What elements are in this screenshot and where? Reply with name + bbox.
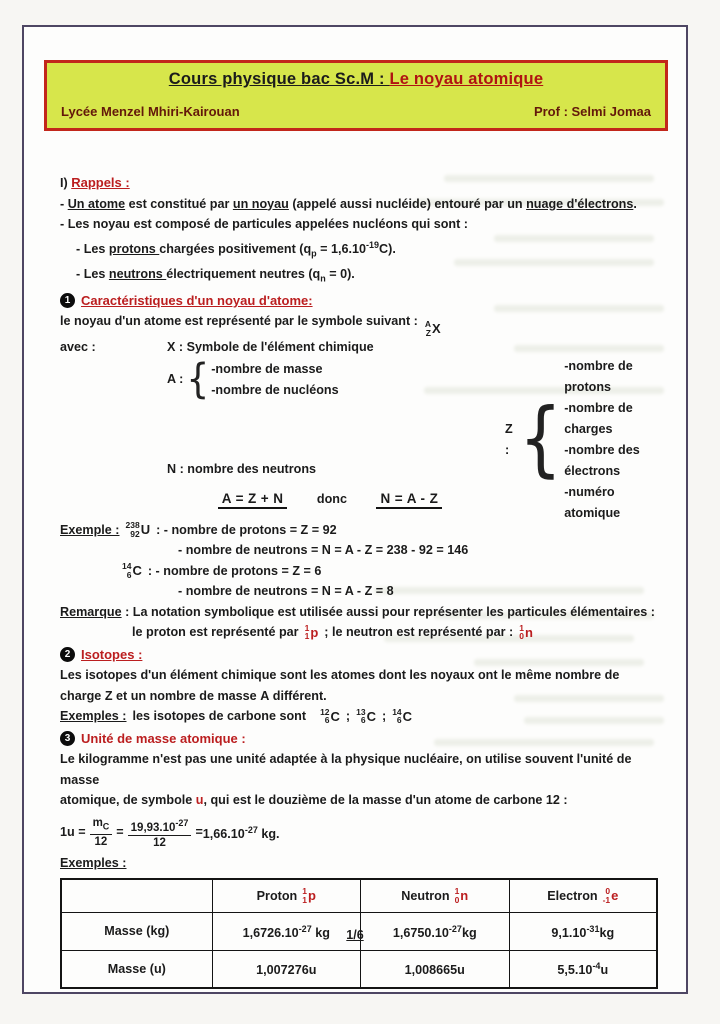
z-label: Z : (505, 422, 513, 457)
proton-header: Proton 1 1 p (212, 879, 360, 912)
unite-body-line2: atomique, de symbole u, qui est le douzième de la masse d'un atome de carbone 12 : (60, 793, 568, 808)
z-item: -nombre des électrons (564, 442, 640, 478)
z-item: -nombre de protons (564, 358, 633, 394)
electron-mass-u: $5,5.10^{-4}u$ (509, 950, 657, 988)
section1-title: Caractéristiques d'un noyau d'atome: (81, 292, 313, 308)
neutron-mass-u: 1,008665u (360, 950, 509, 988)
remarque-line: Remarque : La notation symbolique est utilisée aussi pour représenter les particules élémentaires : (60, 604, 655, 619)
avec-row (60, 337, 660, 358)
nuclide-AZX: A Z X (424, 319, 441, 338)
table-row-masse-u (61, 950, 657, 988)
neutron-header: Neutron 1 0 n (360, 879, 509, 912)
nuclide-carbone-14b: 14 6 C (392, 706, 413, 726)
row-label: Masse (u) (61, 950, 212, 988)
nuclide-uranium-238: 238 92 U (125, 520, 151, 539)
section3-heading (60, 729, 660, 750)
exemple-carbone-neutrons: - nombre de neutrons = N = A - Z = 8 (178, 584, 394, 599)
exemple-label: Exemple : (60, 522, 120, 537)
row-label: Masse (kg) (61, 912, 212, 950)
nuclide-carbone-13: 13 6 C (356, 706, 376, 726)
z-brace: { (518, 391, 563, 487)
page-number: 1/6 (346, 928, 364, 942)
section1-number-badge: 1 (60, 293, 75, 308)
exemples-table-label: Exemples : (60, 855, 127, 870)
a-item: -nombre de masse (211, 361, 323, 376)
fraction-1993-12: $\frac{19,93.10^{-27}}{12}$ (128, 817, 192, 849)
unite-body-line1: Le kilogramme n'est pas une unité adaptée à la physique nucléaire, on utilise souvent l'unité de masse (60, 752, 632, 787)
rappels-line-protons: - Les protons chargées positivement $(q_p = 1,6.10^{-19}C)$. (76, 239, 396, 259)
section3-number-badge: 3 (60, 731, 75, 746)
symbole-u: u (195, 793, 204, 808)
z-item: -numéro atomique (564, 484, 621, 520)
a-brace: { (186, 355, 210, 403)
rappels-line-neutrons: - Les neutrons électriquement neutres $(q_n = 0)$. (76, 266, 355, 284)
section1-heading (60, 291, 660, 312)
section3-title: Unité de masse atomique : (81, 730, 246, 746)
masse-atomique-formula: 1u = $\frac{m_C}{12}$ = $\frac{19,93.10^{-27}}{12}$ = $1,66.10^{-27}$ kg. (60, 817, 280, 849)
z-item: -nombre de charges (564, 400, 633, 436)
exemple-uranium-neutrons: - nombre de neutrons = N = A - Z = 238 - 92 = 146 (178, 543, 469, 558)
nuclide-carbone-12: 12 6 C (320, 706, 340, 726)
course-title-black: Cours physique bac Sc.M : (168, 70, 390, 88)
course-body (60, 173, 660, 989)
symbol-intro-line: le noyau d'un atome est représenté par le symbole suivant : A Z X (60, 314, 441, 338)
section2-number-badge: 2 (60, 647, 75, 662)
school-name: Lycée Menzel Mhiri-Kairouan (61, 104, 240, 119)
document-page (22, 25, 688, 994)
remarque-particules-line: le proton est représenté par 1 1 p ; le neutron est représenté par : 1 0 n (132, 622, 533, 642)
n-definition: N : nombre des neutrons (167, 461, 317, 476)
z-definition-group (505, 356, 660, 524)
formula-result: $1,66.10^{-27}$ kg. (202, 825, 280, 842)
exemple-carbone-line: 14 6 C : - nombre de protons = Z = 6 (122, 561, 322, 580)
remarque-label: Remarque (60, 604, 122, 619)
nuclide-proton: 1 1 p (304, 622, 319, 642)
electron-header: Electron 0 -1 e (509, 879, 657, 912)
professor-name: Prof : Selmi Jomaa (533, 104, 651, 119)
section2-title: Isotopes : (81, 646, 143, 662)
a-label: A : (167, 372, 184, 387)
fraction-mc-12: $\frac{m_C}{12}$ (90, 817, 113, 847)
exemple-uranium-line: Exemple : 238 92 U : - nombre de protons = Z = 92 (60, 520, 337, 539)
isotopes-definition: Les isotopes d'un élément chimique sont les atomes dont les noyaux ont le même nombre de charge Z et un nombre de masse A différent. (60, 668, 620, 703)
empty-header-cell (61, 879, 212, 912)
rappels-line-noyau: - Les noyau est composé de particules appelées nucléons qui sont : (60, 217, 468, 231)
proton-mass-u: 1,007276u (212, 950, 360, 988)
nuclide-carbone-14: 14 6 C (122, 561, 142, 580)
neutron-mass-kg: $1,6750.10^{-27}kg$ (360, 912, 509, 950)
x-definition: X : Symbole de l'élément chimique (167, 340, 374, 355)
separator: ; (345, 709, 351, 724)
formula-A-ZN: A = Z + N (218, 491, 288, 509)
separator: ; (381, 709, 387, 724)
course-title (61, 70, 651, 89)
rappels-title: Rappels : (71, 175, 130, 190)
isotopes-exemples-line: Exemples : les isotopes de carbone sont 12 6 C ; 13 6 C ; 14 6 C (60, 706, 413, 726)
rappels-heading (60, 173, 660, 194)
rappels-line-atome: - Un atome est constitué par un noyau (appelé aussi nucléide) entouré par un nuage d'électrons. (60, 196, 637, 211)
course-title-red: Le noyau atomique (389, 70, 544, 88)
course-header (44, 60, 668, 131)
proton-mass-kg: $1,6726.10^{-27}$ kg (212, 912, 360, 950)
electron-mass-kg: $9,1.10^{-31}kg$ (509, 912, 657, 950)
exemples-label: Exemples : (60, 709, 127, 724)
section2-heading (60, 645, 660, 666)
rappels-number: I) (60, 176, 72, 190)
nuclide-neutron: 1 0 n (519, 622, 533, 642)
avec-label: avec : (60, 340, 96, 355)
a-item: -nombre de nucléons (211, 382, 339, 397)
formula-N-AZ: N = A - Z (376, 491, 442, 509)
donc-label: donc (316, 492, 347, 507)
